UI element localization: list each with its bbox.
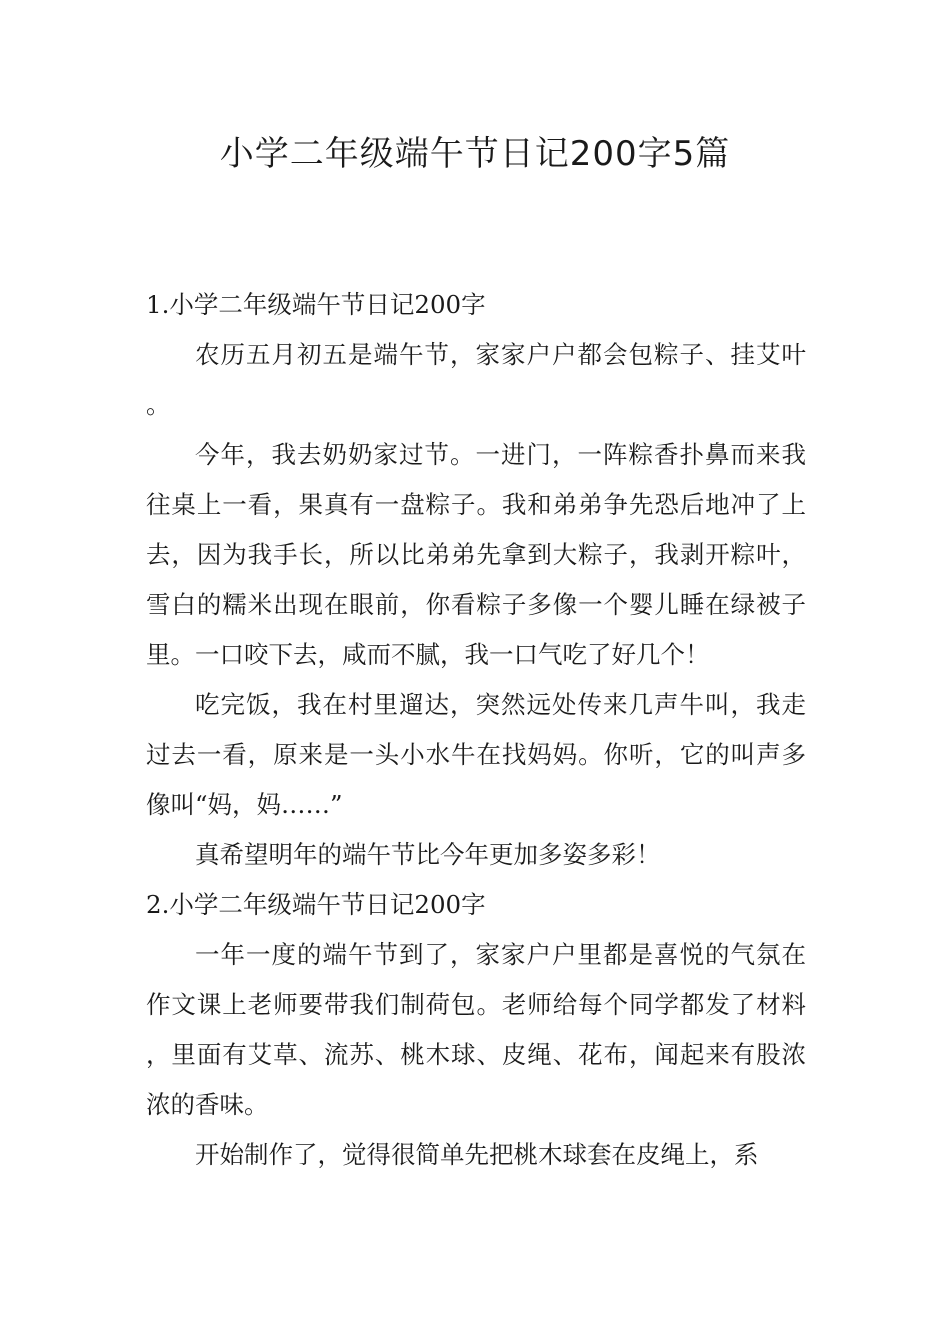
paragraph: 吃完饭，我在村里遛达，突然远处传来几声牛叫，我走过去一看，原来是一头小水牛在找妈妈。你听，它的叫声多像叫“妈，妈……” bbox=[146, 690, 806, 819]
paragraph: 一年一度的端午节到了，家家户户里都是喜悦的气氛在作文课上老师要带我们制荷包。老师给每个同学都发了材料，里面有艾草、流苏、桃木球、皮绳、花布，闻起来有股浓浓的香味。 bbox=[146, 940, 806, 1119]
section-heading: 2.小学二年级端午节日记200字 bbox=[146, 890, 486, 919]
document-title: 小学二年级端午节日记200字5篇 bbox=[219, 134, 731, 174]
diary-section-2 bbox=[146, 880, 806, 1180]
document-body bbox=[146, 280, 806, 1180]
diary-section-1 bbox=[146, 280, 806, 880]
section-heading: 1.小学二年级端午节日记200字 bbox=[146, 290, 486, 319]
paragraph: 今年，我去奶奶家过节。一进门，一阵粽香扑鼻而来我往桌上一看，果真有一盘粽子。我和弟弟争先恐后地冲了上去，因为我手长，所以比弟弟先拿到大粽子，我剥开粽叶，雪白的糯米出现在眼前，你看粽子多像一个婴儿睡在绿被子里。一口咬下去，咸而不腻，我一口气吃了好几个！ bbox=[146, 440, 806, 669]
paragraph: 农历五月初五是端午节，家家户户都会包粽子、挂艾叶。 bbox=[146, 340, 806, 419]
paragraph: 真希望明年的端午节比今年更加多姿多彩！ bbox=[195, 840, 661, 869]
paragraph: 开始制作了，觉得很简单先把桃木球套在皮绳上，系 bbox=[195, 1140, 759, 1169]
